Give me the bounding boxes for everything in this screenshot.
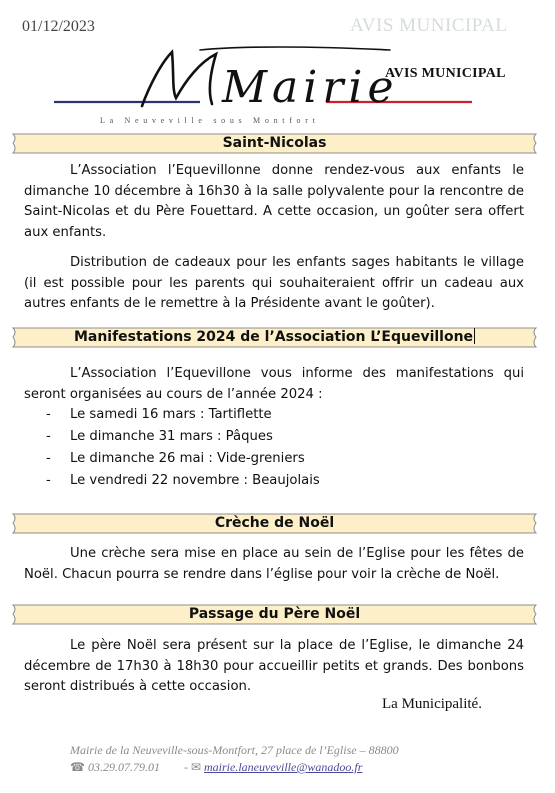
list-item-text: Le dimanche 26 mai : Vide-greniers [70, 451, 305, 466]
text-cursor [474, 328, 475, 344]
logo-m-stroke [142, 52, 216, 106]
logo-text: Mairie [222, 62, 399, 113]
signature: La Municipalité. [382, 696, 482, 712]
footer-separator: - [183, 760, 188, 774]
footer-phone: 03.29.07.79.01 [87, 760, 160, 774]
section-title-text: Manifestations 2024 de l’Association L’Equevillone [73, 329, 474, 345]
paragraph: Distribution de cadeaux pour les enfants sages habitants le village (il est possible pour les parents qui souhaiteraient offrir un cadeau aux autres enfants de le remettre à la Présidente avant le goûter). [24, 255, 524, 311]
section-banner-saint-nicolas [12, 133, 537, 154]
phone-icon: ☎ [70, 760, 85, 774]
document-date: 01/12/2023 [22, 18, 95, 35]
logo-subtitle: La Neuveville sous Montfort [100, 116, 320, 125]
events-list [46, 404, 320, 492]
list-item-text: Le dimanche 31 mars : Pâques [70, 429, 273, 444]
paragraph: L’Association l’Equevillonne donne rendez-vous aux enfants le dimanche 10 décembre à 16h30 à la salle polyvalente pour la rencontre de Saint-Nicolas et du Père Fouettard. A cette occasion, un goûter sera offert aux enfants. [24, 163, 524, 240]
list-item [46, 470, 320, 492]
paragraph: L’Association l’Equevillone vous informe des manifestations qui seront organisées au cours de l’année 2024 : [24, 366, 524, 402]
list-marker: - [46, 407, 51, 422]
section-body-manifestations [24, 364, 524, 405]
logo-swash [200, 47, 390, 50]
section-banner-pere-noel [12, 604, 537, 625]
watermark-text: AVIS MUNICIPAL [350, 15, 508, 36]
section-banner-manifestations [12, 327, 537, 348]
footer-contact [70, 759, 399, 776]
list-item [46, 448, 320, 470]
section-title: Passage du Père Noël [188, 606, 361, 622]
footer-address: Mairie de la Neuveville-sous-Montfort, 27 place de l’Eglise – 88800 [70, 743, 399, 757]
envelope-icon: ✉ [190, 760, 202, 774]
list-item-text: Le vendredi 22 novembre : Beaujolais [70, 473, 320, 488]
paragraph: Une crèche sera mise en place au sein de l’Eglise pour les fêtes de Noël. Chacun pourra se rendre dans l’église pour voir la crèche de Noël. [24, 546, 524, 582]
list-item [46, 426, 320, 448]
section-banner-creche [12, 513, 537, 534]
email-link[interactable]: mairie.laneuveville@wanadoo.fr [204, 760, 363, 774]
footer [70, 742, 399, 776]
list-item [46, 404, 320, 426]
avis-municipal-label: AVIS MUNICIPAL [385, 66, 506, 81]
section-body-pere-noel [24, 636, 524, 698]
section-title [12, 327, 537, 348]
list-marker: - [46, 451, 51, 466]
section-title: Saint-Nicolas [222, 135, 327, 151]
section-body-saint-nicolas [24, 161, 524, 315]
list-item-text: Le samedi 16 mars : Tartiflette [70, 407, 272, 422]
list-marker: - [46, 473, 51, 488]
section-body-creche [24, 544, 524, 585]
section-title: Crèche de Noël [214, 515, 335, 531]
list-marker: - [46, 429, 51, 444]
paragraph: Le père Noël sera présent sur la place de l’Eglise, le dimanche 24 décembre de 17h30 à 18h30 pour accueillir petits et grands. Des bonbons seront distribués à cette occasion. [24, 638, 524, 694]
